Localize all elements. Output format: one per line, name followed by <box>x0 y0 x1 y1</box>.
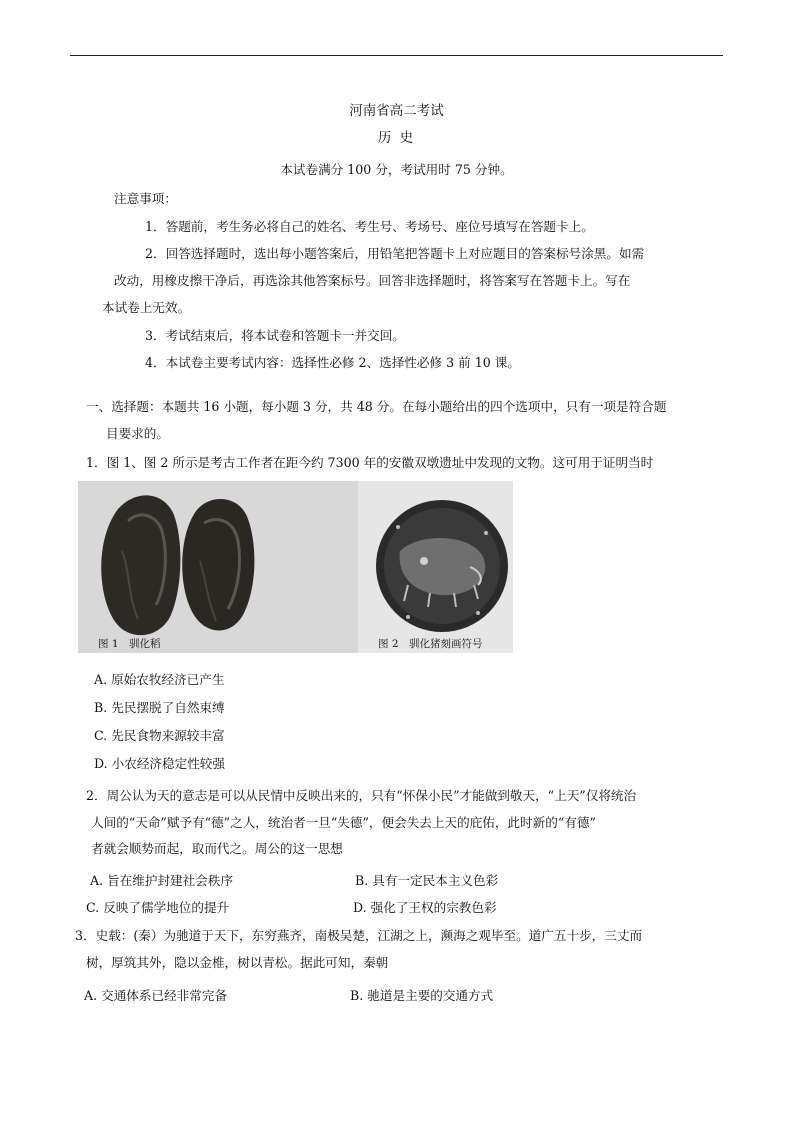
q2-stem: 2．周公认为天的意志是可以从民情中反映出来的，只有“怀保小民”才能做到敬天，“上天”仅将统治 <box>86 788 637 803</box>
pig-symbol-image <box>376 500 508 632</box>
q2-stem-cont: 人间的“天命”赋予有“德”之人，统治者一旦“失德”，便会失去上天的庇佑，此时新的“有德” <box>91 815 596 830</box>
exam-intro: 本试卷满分 100 分，考试用时 75 分钟。 <box>280 162 513 177</box>
q2-option-c: C. 反映了儒学地位的提升 <box>86 900 230 915</box>
notice-heading: 注意事项： <box>114 191 177 206</box>
notice-item: 本试卷上无效。 <box>102 300 191 315</box>
notice-item: 1．答题前，考生务必将自己的姓名、考生号、考场号、座位号填写在答题卡上。 <box>145 219 594 234</box>
q2-option-d: D. 强化了王权的宗教色彩 <box>353 900 497 915</box>
header-rule <box>70 55 723 56</box>
q1-option-a: A. 原始农牧经济已产生 <box>94 672 225 687</box>
q3-option-b: B. 驰道是主要的交通方式 <box>350 988 494 1003</box>
section-heading-cont: 目要求的。 <box>106 426 169 441</box>
q1-stem: 1．图 1、图 2 所示是考古工作者在距今约 7300 年的安徽双墩遗址中发现的文物。这可用于证明当时 <box>86 455 654 470</box>
figure1-caption: 图 1 驯化稻 <box>98 638 161 650</box>
notice-item: 3．考试结束后，将本试卷和答题卡一并交回。 <box>145 328 405 343</box>
q1-option-b: B. 先民摆脱了自然束缚 <box>94 700 225 715</box>
rice-grain-image-2 <box>182 499 254 630</box>
q2-stem-cont: 者就会顺势而起，取而代之。周公的这一思想 <box>91 841 343 856</box>
q1-option-c: C. 先民食物来源较丰富 <box>94 728 225 743</box>
q1-option-d: D. 小农经济稳定性较强 <box>94 756 225 771</box>
q2-option-b: B. 具有一定民本主义色彩 <box>355 873 499 888</box>
exam-title: 河南省高二考试 <box>349 103 444 119</box>
q3-option-a: A. 交通体系已经非常完备 <box>84 988 228 1003</box>
q3-stem: 3．史载：(秦）为驰道于天下，东穷燕齐，南极吴楚，江湖之上，濒海之观毕至。道广五十步，三丈而 <box>75 928 643 943</box>
q1-figure <box>78 481 513 653</box>
q3-stem-cont: 树，厚筑其外，隐以金椎，树以青松。据此可知，秦朝 <box>86 955 389 970</box>
figure2-caption: 图 2 驯化猪刻画符号 <box>378 638 483 650</box>
q1-figure-art <box>78 481 513 653</box>
subject-title: 历 史 <box>377 130 416 146</box>
section-heading: 一、选择题：本题共 16 小题，每小题 3 分，共 48 分。在每小题给出的四个选项中，只有一项是符合题 <box>86 399 667 414</box>
notice-item: 4．本试卷主要考试内容：选择性必修 2、选择性必修 3 前 10 课。 <box>145 355 520 370</box>
notice-item: 2．回答选择题时，选出每小题答案后，用铅笔把答题卡上对应题目的答案标号涂黑。如需 <box>145 246 645 261</box>
q2-option-a: A. 旨在维护封建社会秩序 <box>90 873 234 888</box>
notice-item: 改动，用橡皮擦干净后，再选涂其他答案标号。回答非选择题时，将答案写在答题卡上。写在 <box>114 273 631 288</box>
